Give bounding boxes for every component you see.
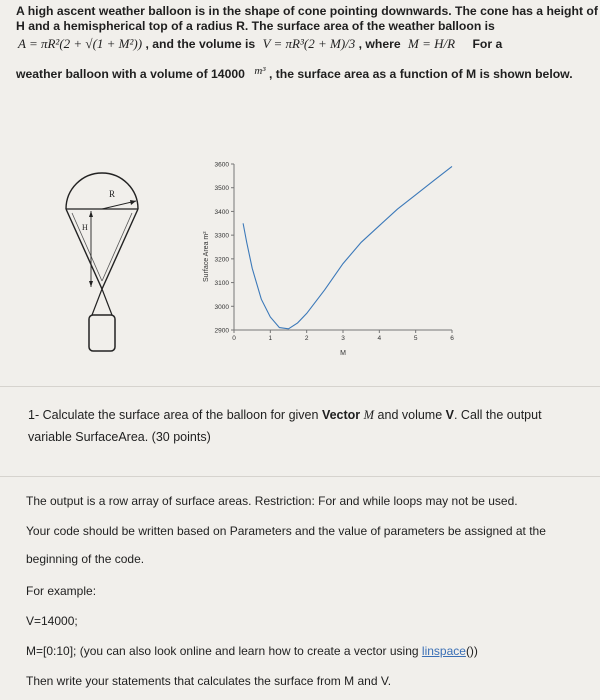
cone-inner-right	[102, 213, 132, 281]
y-tick-label: 3400	[214, 208, 229, 216]
note-m-assign	[26, 643, 586, 660]
rope-left	[92, 289, 102, 315]
figure-area	[34, 137, 574, 377]
intro-line-2: H and a hemispherical top of a radius R. The surface area of the weather balloon is	[16, 19, 495, 33]
linspace-link[interactable]: linspace	[421, 644, 466, 658]
y-tick-label: 3100	[214, 280, 229, 288]
volume-formula: V = πR³(2 + M)/3	[262, 36, 356, 51]
x-tick-label: 5	[413, 335, 418, 342]
ratio-formula: M = H/R	[408, 36, 456, 51]
rope-right	[102, 289, 112, 315]
y-tick-label: 3600	[214, 161, 229, 169]
cone-right-edge	[102, 209, 138, 289]
question-1-vector: Vector	[321, 408, 361, 422]
radius-label: R	[109, 189, 116, 199]
y-tick-label: 2900	[214, 327, 229, 335]
question-1	[28, 404, 573, 448]
chart-x-label: M	[340, 350, 346, 357]
figure-svg	[34, 137, 574, 377]
intro-mid-text: , and the volume is	[145, 37, 256, 51]
x-tick-label: 2	[304, 335, 309, 342]
intro-line-1: A high ascent weather balloon is in the shape of cone pointing downwards. The cone has a height of	[16, 4, 598, 18]
note-v-assign: V=14000;	[26, 614, 78, 628]
question-1-line-2: variable SurfaceArea. (30 points)	[28, 430, 211, 444]
surface-area-curve	[243, 166, 452, 328]
x-tick-label: 3	[341, 335, 345, 342]
x-tick-label: 6	[450, 335, 454, 342]
divider-top	[0, 386, 600, 387]
y-tick-label: 3500	[214, 185, 229, 193]
question-1-suffix: . Call the output	[453, 408, 542, 422]
x-tick-label: 4	[377, 335, 382, 342]
y-tick-label: 3200	[214, 256, 229, 264]
area-formula: A = πR²(2 + √(1 + M²))	[18, 36, 143, 51]
note-output: The output is a row array of surface areas. Restriction: For and while loops may not be used.	[26, 494, 518, 508]
intro-for-a: For a	[472, 37, 503, 51]
cone-left-edge	[66, 209, 102, 289]
note-then: Then write your statements that calculates the surface from M and V.	[26, 674, 392, 688]
divider-middle	[0, 476, 600, 477]
x-tick-label: 1	[268, 335, 273, 342]
question-1-prefix: 1- Calculate the surface area of the balloon for given	[28, 408, 322, 422]
volume-unit: m³	[254, 65, 266, 77]
surface-area-chart	[203, 162, 454, 358]
question-1-M: M	[363, 408, 375, 422]
note-params-2: beginning of the code.	[26, 552, 145, 566]
question-1-V: V	[445, 408, 454, 422]
note-params-1: Your code should be written based on Parameters and the value of parameters be assigned at the	[26, 524, 546, 538]
hemisphere-top	[66, 173, 138, 209]
intro-line-3	[18, 36, 502, 52]
x-tick-label: 0	[232, 335, 236, 342]
m-assign-end: ())	[465, 644, 478, 658]
y-tick-label: 3300	[214, 232, 229, 240]
y-tick-label: 3000	[214, 303, 229, 311]
balloon-diagram	[66, 173, 138, 351]
question-1-and: and volume	[374, 408, 446, 422]
intro-line-4-end: , the surface area as a function of M is shown below.	[268, 67, 573, 81]
payload-box	[89, 315, 115, 351]
intro-volume-text: weather balloon with a volume of 14000	[16, 67, 245, 81]
intro-where: , where	[358, 37, 401, 51]
chart-y-label: Surface Area m²	[203, 231, 210, 282]
height-arrow-head-bottom	[89, 281, 93, 287]
note-example: For example:	[26, 584, 97, 598]
m-assign-text: M=[0:10]; (you can also look online and learn how to create a vector using	[26, 644, 422, 658]
question-1-line-1	[28, 404, 573, 426]
height-label: H	[82, 223, 88, 232]
intro-line-4	[16, 64, 573, 82]
height-arrow-head-top	[89, 211, 93, 217]
